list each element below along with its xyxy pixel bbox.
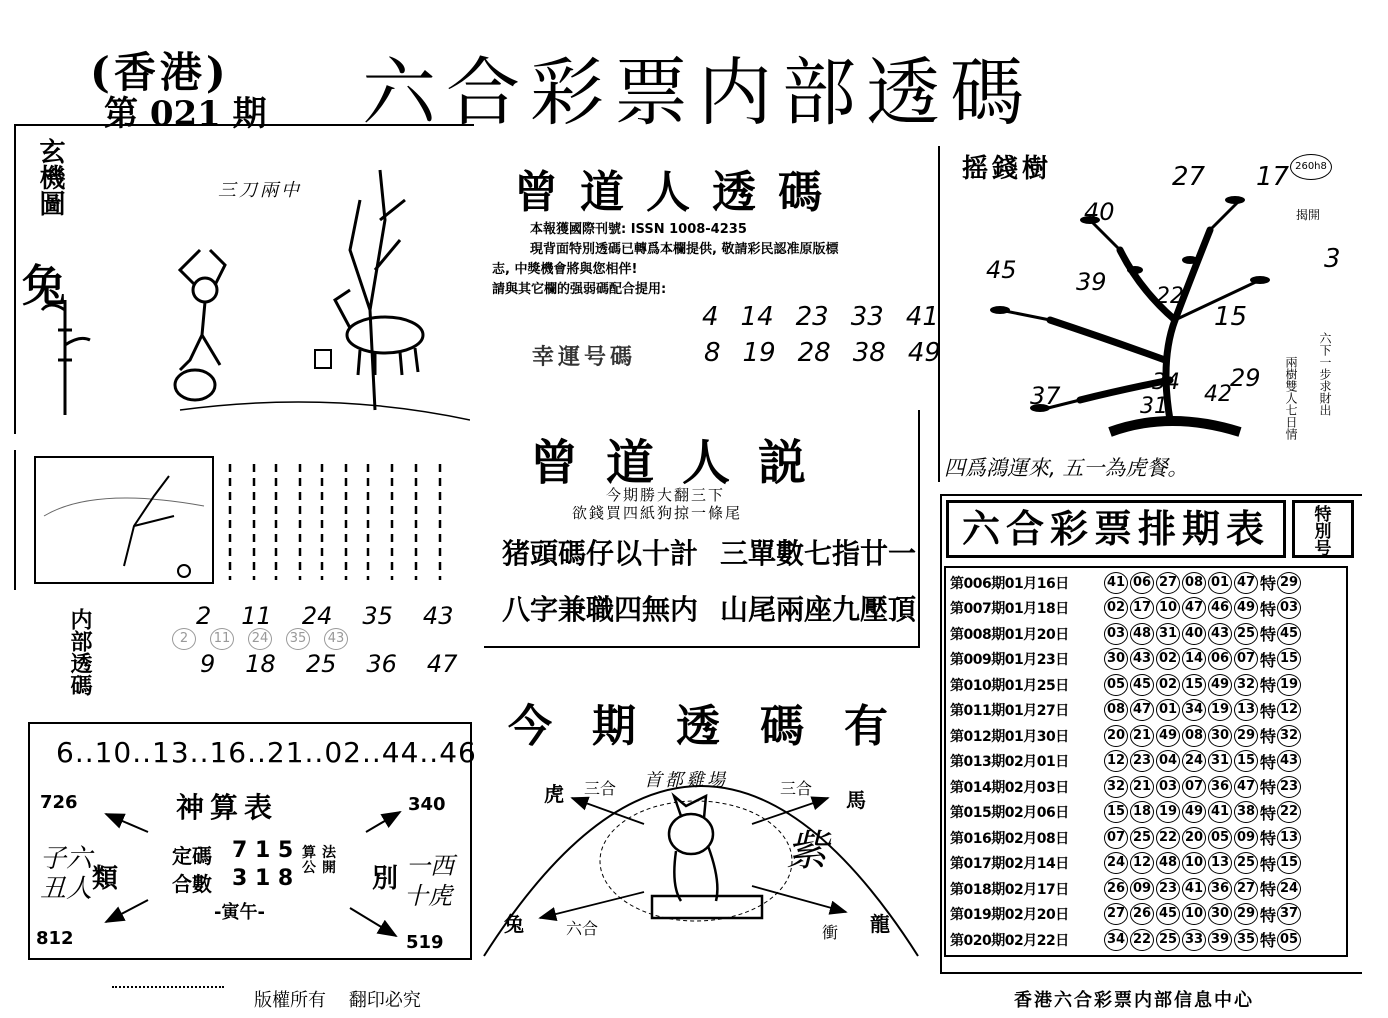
draw-number-ball: 08 [1182, 725, 1206, 747]
draw-number-ball: 26 [1130, 903, 1154, 925]
lucky-number: 38 [852, 338, 886, 368]
draw-number-ball: 45 [1130, 674, 1154, 696]
vertical-poem-columns [222, 460, 462, 584]
draw-number-ball: 36 [1208, 878, 1232, 900]
lucky-number: 8 [704, 338, 721, 368]
zeng-row2 [704, 338, 941, 368]
divine-fixed-label: 定碼 [172, 844, 212, 868]
draw-number-ball: 04 [1156, 750, 1180, 772]
draw-date-label: 第013期02月01日 [950, 754, 1069, 771]
internal-code-number: 43 [422, 602, 454, 630]
special-number-text: 特別号 [1314, 505, 1332, 559]
draw-number-ball: 08 [1182, 572, 1206, 594]
draw-number-ball: 41 [1104, 572, 1128, 594]
draw-number-ball: 10 [1182, 852, 1206, 874]
divine-diff-label: 別 [372, 864, 399, 894]
lucky-number: 33 [850, 302, 884, 332]
divine-left-note: 子六 [40, 844, 93, 874]
zeng-says-title: 曾道人説 [530, 435, 835, 491]
tree-number: 37 [1030, 382, 1061, 410]
divine-arrows [28, 722, 472, 960]
schedule-row [950, 902, 1342, 928]
tree-number: 29 [1230, 364, 1261, 392]
tree-number: 39 [1076, 268, 1107, 296]
draw-number-ball: 19 [1208, 699, 1232, 721]
draw-number-ball: 34 [1182, 699, 1206, 721]
schedule-row [950, 800, 1342, 826]
draw-number-ball: 21 [1130, 725, 1154, 747]
draw-date-label: 第015期02月06日 [950, 805, 1069, 822]
special-number-ball: 45 [1277, 623, 1301, 645]
faint-ball: 24 [248, 628, 272, 650]
draw-number-ball: 20 [1104, 725, 1128, 747]
zeng-says-subtitle1: 今期勝大翻三下 [606, 486, 726, 504]
tree-number: 45 [986, 256, 1017, 284]
faint-ball: 11 [210, 628, 234, 650]
tree-number: 34 [1152, 370, 1180, 395]
special-number-ball: 05 [1277, 929, 1301, 951]
divine-right-note2: 十虎 [404, 882, 452, 910]
special-number-ball: 37 [1277, 903, 1301, 925]
special-number-ball: 29 [1277, 572, 1301, 594]
draw-number-ball: 13 [1234, 699, 1258, 721]
divine-class-label: 類 [92, 864, 119, 894]
special-number-ball: 23 [1277, 776, 1301, 798]
draw-date-label: 第008期01月20日 [950, 626, 1069, 643]
draw-number-ball: 15 [1234, 750, 1258, 772]
money-tree-title: 摇錢樹 [962, 154, 1053, 184]
region-label: (香港) [90, 48, 230, 97]
purple-char: 紫 [786, 826, 829, 875]
draw-number-ball: 49 [1208, 674, 1232, 696]
faint-ball: 35 [286, 628, 310, 650]
divine-sum-label: 合數 [172, 872, 212, 896]
tree-number: 42 [1204, 382, 1232, 407]
tree-number: 31 [1140, 394, 1168, 419]
internal-code-number: 24 [301, 602, 333, 630]
tree-number: 3 [1324, 244, 1341, 274]
draw-number-ball: 07 [1104, 827, 1128, 849]
special-number-label [1292, 500, 1354, 558]
draw-number-ball: 10 [1182, 903, 1206, 925]
special-marker: 特 [1260, 625, 1277, 645]
internal-code-number: 25 [305, 650, 337, 678]
draw-number-ball: 12 [1104, 750, 1128, 772]
draw-number-ball: 43 [1130, 648, 1154, 670]
draw-number-ball: 21 [1130, 776, 1154, 798]
draw-number-ball: 22 [1156, 827, 1180, 849]
special-marker: 特 [1260, 829, 1277, 849]
liuhe-label: 六合 [566, 919, 599, 938]
draw-number-ball: 49 [1182, 801, 1206, 823]
draw-number-ball: 31 [1156, 623, 1180, 645]
monkey-drawing [175, 250, 225, 400]
draw-date-label: 第020期02月22日 [950, 932, 1069, 949]
notice-line3: 請與其它欄的强弱碼配合提用: [492, 282, 667, 297]
draw-number-ball: 15 [1182, 674, 1206, 696]
special-number-ball: 15 [1277, 648, 1301, 670]
zeng-says-subtitle2: 欲錢買四紙狗掠一條尾 [572, 504, 743, 522]
special-number-ball: 12 [1277, 699, 1301, 721]
draw-number-ball: 47 [1130, 699, 1154, 721]
draw-number-ball: 41 [1208, 801, 1232, 823]
draw-number-ball: 46 [1208, 597, 1232, 619]
lucky-number: 41 [905, 302, 939, 332]
draw-number-ball: 27 [1234, 878, 1258, 900]
copyright-text: 版權所有 翻印必究 [254, 990, 421, 1011]
special-marker: 特 [1260, 931, 1277, 951]
divine-calc-title: 神算表 [176, 791, 279, 824]
rabbit-label: 兔 [504, 912, 524, 936]
draw-number-ball: 02 [1156, 648, 1180, 670]
ground-curve [180, 402, 470, 420]
divine-fixed-value: 7 1 5 [232, 838, 294, 863]
draw-number-ball: 36 [1208, 776, 1232, 798]
zeng-says-line1a: 猪頭碼仔以十計 [502, 537, 699, 570]
schedule-table [944, 566, 1348, 957]
special-number-ball: 43 [1277, 750, 1301, 772]
draw-number-ball: 24 [1182, 750, 1206, 772]
draw-date-label: 第016期02月08日 [950, 830, 1069, 847]
draw-number-ball: 23 [1156, 878, 1180, 900]
bamboo-drawing [42, 300, 90, 415]
dragon-label: 龍 [870, 912, 890, 936]
special-number-ball: 03 [1277, 597, 1301, 619]
small-sketch [34, 456, 214, 584]
special-number-ball: 19 [1277, 674, 1301, 696]
schedule-row [950, 621, 1342, 647]
tree-numbers [960, 160, 1360, 460]
draw-number-ball: 32 [1104, 776, 1128, 798]
draw-number-ball: 40 [1182, 623, 1206, 645]
tree-number: 22 [1156, 284, 1184, 309]
schedule-row [950, 927, 1342, 953]
issn-line: 本報獲國際刊號: ISSN 1008-4235 [530, 222, 747, 237]
special-marker: 特 [1260, 803, 1277, 823]
draw-date-label: 第009期01月23日 [950, 652, 1069, 669]
draw-number-ball: 20 [1182, 827, 1206, 849]
special-marker: 特 [1260, 905, 1277, 925]
draw-number-ball: 19 [1156, 801, 1180, 823]
special-marker: 特 [1260, 676, 1277, 696]
special-marker: 特 [1260, 854, 1277, 874]
schedule-row [950, 851, 1342, 877]
schedule-title: 六合彩票排期表 [946, 500, 1286, 558]
draw-number-ball: 07 [1182, 776, 1206, 798]
draw-number-ball: 25 [1156, 929, 1180, 951]
mystic-caption: 三刀兩中 [218, 180, 302, 201]
draw-number-ball: 38 [1234, 801, 1258, 823]
internal-code-number: 2 [196, 602, 212, 630]
draw-date-label: 第006期01月16日 [950, 575, 1069, 592]
special-number-ball: 22 [1277, 801, 1301, 823]
draw-number-ball: 14 [1182, 648, 1206, 670]
draw-number-ball: 27 [1104, 903, 1128, 925]
special-marker: 特 [1260, 727, 1277, 747]
schedule-row [950, 570, 1342, 596]
special-marker: 特 [1260, 701, 1277, 721]
draw-date-label: 第007期01月18日 [950, 601, 1069, 618]
draw-date-label: 第018期02月17日 [950, 881, 1069, 898]
draw-number-ball: 25 [1234, 623, 1258, 645]
tree-number: 17 [1256, 162, 1290, 192]
schedule-row [950, 672, 1342, 698]
special-marker: 特 [1260, 599, 1277, 619]
schedule-row [950, 647, 1342, 673]
chicken-farm-label: 首都雞場 [644, 770, 728, 791]
special-number-ball: 15 [1277, 852, 1301, 874]
mystic-illustration [30, 160, 470, 430]
chong-label: 衝 [822, 923, 839, 942]
special-number-ball: 24 [1277, 878, 1301, 900]
horse-label: 馬 [846, 788, 866, 812]
notice-line2: 志, 中獎機會將與您相伴! [492, 262, 638, 277]
draw-number-ball: 32 [1234, 674, 1258, 696]
faint-ball: 2 [172, 628, 196, 650]
lucky-number: 49 [907, 338, 941, 368]
internal-code-row2 [200, 650, 457, 678]
draw-number-ball: 35 [1234, 929, 1258, 951]
page-title: 六合彩票内部透碼 [362, 50, 1034, 136]
schedule-row [950, 723, 1342, 749]
schedule-row [950, 698, 1342, 724]
draw-number-ball: 17 [1130, 597, 1154, 619]
lucky-number: 28 [797, 338, 831, 368]
bucket-drawing [315, 350, 331, 368]
tree-number: 40 [1084, 198, 1115, 226]
draw-number-ball: 45 [1156, 903, 1180, 925]
draw-number-ball: 01 [1208, 572, 1232, 594]
draw-number-ball: 03 [1104, 623, 1128, 645]
divine-tl: 726 [40, 792, 78, 813]
dog-drawing [652, 796, 762, 918]
special-number-ball: 32 [1277, 725, 1301, 747]
tiger-label: 虎 [544, 782, 564, 806]
draw-number-ball: 43 [1208, 623, 1232, 645]
draw-number-ball: 47 [1234, 776, 1258, 798]
divine-method-label: 算法公開 [302, 845, 342, 876]
lucky-number: 14 [740, 302, 774, 332]
special-marker: 特 [1260, 650, 1277, 670]
draw-number-ball: 25 [1234, 852, 1258, 874]
divine-branch: -寅午- [214, 902, 265, 923]
notice-line1: 現背面特別透碼已轉爲本欄提供, 敬請彩民認准原版標 [530, 242, 839, 257]
divine-bl: 812 [36, 928, 74, 949]
draw-number-ball: 18 [1130, 801, 1154, 823]
draw-number-ball: 15 [1104, 801, 1128, 823]
draw-number-ball: 31 [1208, 750, 1232, 772]
draw-number-ball: 23 [1130, 750, 1154, 772]
lucky-number-label: 幸運号碼 [532, 344, 637, 370]
tree-side-note1: 六下一步求財出 [1318, 332, 1332, 416]
draw-number-ball: 10 [1156, 597, 1180, 619]
sanhe-left-label: 三合 [584, 779, 617, 798]
draw-number-ball: 13 [1208, 852, 1232, 874]
draw-number-ball: 47 [1234, 572, 1258, 594]
draw-number-ball: 48 [1130, 623, 1154, 645]
draw-number-ball: 48 [1156, 852, 1180, 874]
zeng-transparent-title: 曾道人透碼 [514, 167, 844, 218]
schedule-row [950, 774, 1342, 800]
draw-date-label: 第010期01月25日 [950, 677, 1069, 694]
schedule-row [950, 825, 1342, 851]
draw-number-ball: 29 [1234, 903, 1258, 925]
draw-number-ball: 22 [1130, 929, 1154, 951]
sanhe-right-label: 三合 [780, 779, 813, 798]
info-center-text: 香港六合彩票内部信息中心 [1014, 990, 1254, 1011]
zeng-says-line2b: 山尾兩座九壓頂 [720, 593, 917, 626]
internal-code-number: 18 [245, 650, 276, 678]
divine-right-note: 一西 [406, 852, 454, 880]
footer-dotted-rule [112, 986, 224, 988]
internal-code-title: 内部透碼 [67, 608, 93, 696]
current-code-title: 今期透碼有 [508, 701, 928, 752]
draw-date-label: 第017期02月14日 [950, 856, 1069, 873]
special-marker: 特 [1260, 778, 1277, 798]
tree-side-note2: 兩樹雙人七日情 [1284, 356, 1298, 440]
draw-number-ball: 47 [1182, 597, 1206, 619]
internal-code-number: 9 [200, 650, 216, 678]
tree-stamp: 260h8 [1290, 154, 1332, 180]
lucky-number: 19 [742, 338, 776, 368]
schedule-row [950, 876, 1342, 902]
lucky-number: 4 [702, 302, 719, 332]
divine-br: 519 [406, 932, 444, 953]
divine-tr: 340 [408, 794, 446, 815]
divine-sum-value: 3 1 8 [232, 866, 294, 891]
draw-number-ball: 03 [1156, 776, 1180, 798]
draw-date-label: 第012期01月30日 [950, 728, 1069, 745]
tree-mark: 揭開 [1296, 208, 1321, 222]
draw-number-ball: 25 [1130, 827, 1154, 849]
schedule-row [950, 749, 1342, 775]
draw-number-ball: 05 [1104, 674, 1128, 696]
draw-date-label: 第011期01月27日 [950, 703, 1069, 720]
draw-number-ball: 29 [1234, 725, 1258, 747]
draw-date-label: 第014期02月03日 [950, 779, 1069, 796]
goat-drawing [335, 290, 423, 375]
draw-number-ball: 24 [1104, 852, 1128, 874]
mystic-chart-title: 玄機圖 [35, 138, 65, 216]
internal-code-number: 47 [426, 650, 458, 678]
draw-number-ball: 02 [1156, 674, 1180, 696]
faint-ball: 43 [324, 628, 348, 650]
divine-top-numbers: 6..10..13..16..21..02..44..46 [56, 736, 477, 769]
draw-number-ball: 05 [1208, 827, 1232, 849]
internal-code-number: 36 [366, 650, 397, 678]
draw-number-ball: 41 [1182, 878, 1206, 900]
special-marker: 特 [1260, 880, 1277, 900]
draw-number-ball: 12 [1130, 852, 1154, 874]
draw-number-ball: 30 [1208, 903, 1232, 925]
tree-number: 15 [1214, 302, 1248, 332]
draw-number-ball: 49 [1156, 725, 1180, 747]
issue-number: 第 021 期 [104, 94, 267, 134]
internal-code-circles [172, 628, 350, 650]
draw-number-ball: 09 [1234, 827, 1258, 849]
tree-number: 27 [1172, 162, 1206, 192]
draw-number-ball: 01 [1156, 699, 1180, 721]
draw-number-ball: 09 [1130, 878, 1154, 900]
mystic-side-char: 兔 [22, 261, 66, 312]
internal-code-number: 11 [241, 602, 272, 630]
draw-number-ball: 30 [1208, 725, 1232, 747]
draw-number-ball: 27 [1156, 572, 1180, 594]
draw-number-ball: 02 [1104, 597, 1128, 619]
draw-number-ball: 34 [1104, 929, 1128, 951]
tree-caption: 四爲鴻運來, 五一為虎餐。 [944, 456, 1189, 480]
draw-number-ball: 33 [1182, 929, 1206, 951]
draw-number-ball: 30 [1104, 648, 1128, 670]
divine-left-note2: 丑人 [40, 874, 93, 904]
draw-number-ball: 06 [1130, 572, 1154, 594]
special-marker: 特 [1260, 752, 1277, 772]
zeng-says-line1b: 三單數七指廿一 [720, 537, 917, 570]
special-number-ball: 13 [1277, 827, 1301, 849]
draw-number-ball: 26 [1104, 878, 1128, 900]
draw-date-label: 第019期02月20日 [950, 907, 1069, 924]
zeng-says-line2a: 八字兼職四無内 [502, 593, 699, 626]
lucky-number: 23 [795, 302, 829, 332]
special-marker: 特 [1260, 574, 1277, 594]
internal-code-number: 35 [362, 602, 393, 630]
draw-number-ball: 06 [1208, 648, 1232, 670]
draw-number-ball: 49 [1234, 597, 1258, 619]
zeng-row1 [702, 302, 939, 332]
draw-number-ball: 39 [1208, 929, 1232, 951]
internal-code-row1 [196, 602, 453, 630]
draw-number-ball: 07 [1234, 648, 1258, 670]
schedule-row [950, 596, 1342, 622]
draw-number-ball: 08 [1104, 699, 1128, 721]
